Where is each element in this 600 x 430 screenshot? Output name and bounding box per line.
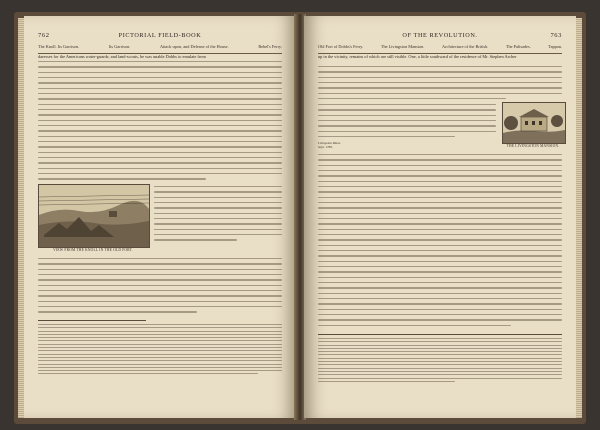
text-line bbox=[318, 165, 562, 166]
text-line bbox=[38, 279, 282, 280]
running-title: PICTORIAL FIELD-BOOK bbox=[118, 32, 202, 39]
text-line bbox=[38, 324, 282, 325]
text-line bbox=[38, 331, 282, 332]
page-edges-right bbox=[576, 18, 582, 418]
text-line bbox=[318, 319, 562, 320]
text-line bbox=[154, 186, 282, 187]
text-line bbox=[318, 131, 496, 132]
text-line bbox=[318, 197, 562, 198]
text-line bbox=[38, 157, 282, 158]
left-first-line: daresses for the Americans water-guards; and land-scouts, he was unable Dobbs to emulate from bbox=[38, 54, 206, 59]
text-line bbox=[38, 88, 282, 89]
text-line bbox=[38, 173, 282, 174]
right-figure-caption: THE LIVINGSTON MANSION. bbox=[506, 144, 560, 148]
text-line bbox=[318, 175, 562, 176]
text-line bbox=[318, 115, 496, 116]
right-page bbox=[304, 16, 576, 418]
right-text-block-main bbox=[318, 154, 562, 330]
text-line bbox=[318, 93, 562, 94]
text-line bbox=[318, 282, 562, 283]
text-line bbox=[318, 325, 511, 326]
left-page-header bbox=[38, 32, 282, 42]
text-line bbox=[38, 354, 282, 355]
right-figure-engraving bbox=[502, 102, 566, 144]
running-title: OF THE REVOLUTION. bbox=[402, 32, 478, 39]
text-line bbox=[38, 93, 282, 94]
text-line bbox=[38, 344, 282, 345]
page-number: 763 bbox=[550, 32, 562, 39]
subheading: Rebel's Ferry. bbox=[258, 44, 282, 49]
subheading: The Knoll. Its Garrison. bbox=[38, 44, 80, 49]
text-line bbox=[318, 223, 562, 224]
subheading: Old Fort of Dobbs's Ferry. bbox=[318, 44, 364, 49]
text-line bbox=[318, 287, 562, 288]
text-line bbox=[318, 87, 562, 88]
text-line bbox=[318, 207, 562, 208]
text-line bbox=[38, 334, 282, 335]
text-line bbox=[318, 229, 562, 230]
subheading: The Livingston Mansion. bbox=[380, 44, 425, 49]
text-line bbox=[38, 274, 282, 275]
text-line bbox=[318, 371, 562, 372]
text-line bbox=[318, 277, 562, 278]
subheading: Attack upon, and Defense of the House. bbox=[159, 44, 229, 49]
text-line bbox=[38, 130, 282, 131]
text-line bbox=[318, 351, 562, 352]
text-line bbox=[318, 104, 496, 105]
text-line bbox=[318, 358, 562, 359]
text-line bbox=[38, 290, 282, 291]
text-line bbox=[318, 66, 562, 67]
text-line bbox=[318, 255, 562, 256]
text-line bbox=[318, 77, 562, 78]
text-line bbox=[154, 218, 282, 219]
text-line bbox=[318, 341, 562, 342]
left-text-block-lower bbox=[38, 258, 282, 317]
text-line bbox=[318, 186, 562, 187]
text-line bbox=[38, 152, 282, 153]
margin-sidenote: Livingston Mans. Sept. 1789. bbox=[318, 141, 341, 149]
text-line bbox=[318, 348, 562, 349]
subheading: The Palisades. bbox=[505, 44, 531, 49]
right-page-header bbox=[318, 32, 562, 42]
footnote-rule bbox=[38, 320, 146, 321]
text-line bbox=[38, 263, 282, 264]
footnote-rule bbox=[318, 334, 562, 335]
text-line bbox=[318, 354, 562, 355]
text-line bbox=[318, 82, 562, 83]
text-line bbox=[318, 213, 562, 214]
text-line bbox=[38, 360, 282, 361]
text-line bbox=[318, 125, 496, 126]
text-line bbox=[318, 191, 562, 192]
text-line bbox=[154, 213, 282, 214]
right-footnotes bbox=[318, 338, 562, 384]
page-number: 762 bbox=[38, 32, 50, 39]
text-line bbox=[38, 61, 282, 62]
text-line bbox=[38, 301, 282, 302]
text-line bbox=[38, 269, 282, 270]
text-line bbox=[318, 345, 562, 346]
subheading: Architecture of the British. bbox=[442, 44, 489, 49]
text-line bbox=[38, 136, 282, 137]
text-line bbox=[38, 258, 282, 259]
left-figure-caption: VIEW FROM THE KNOLL IN THE OLD FORT. bbox=[53, 248, 133, 252]
text-line bbox=[318, 159, 562, 160]
text-line bbox=[38, 77, 282, 78]
subheading: Its Garrison. bbox=[108, 44, 131, 49]
text-line bbox=[318, 381, 455, 382]
text-line bbox=[154, 223, 282, 224]
text-line bbox=[318, 314, 562, 315]
text-line bbox=[318, 368, 562, 369]
text-line bbox=[38, 66, 282, 67]
text-line bbox=[318, 234, 562, 235]
text-line bbox=[38, 373, 258, 374]
text-line bbox=[318, 71, 562, 72]
text-line bbox=[318, 170, 562, 171]
left-page bbox=[24, 16, 296, 418]
text-line bbox=[318, 378, 562, 379]
text-line bbox=[38, 327, 282, 328]
text-line bbox=[318, 239, 562, 240]
left-footnotes bbox=[38, 324, 282, 377]
text-line bbox=[318, 261, 562, 262]
text-line bbox=[318, 120, 496, 121]
text-line bbox=[38, 370, 282, 371]
text-line bbox=[38, 367, 282, 368]
text-line bbox=[154, 229, 282, 230]
text-line bbox=[38, 311, 197, 312]
text-line bbox=[318, 271, 562, 272]
text-line bbox=[318, 338, 562, 339]
text-line bbox=[38, 357, 282, 358]
text-line bbox=[38, 340, 282, 341]
text-line bbox=[38, 178, 206, 179]
text-line bbox=[38, 114, 282, 115]
text-line bbox=[38, 350, 282, 351]
text-line bbox=[38, 162, 282, 163]
text-line bbox=[318, 181, 562, 182]
right-text-block-top bbox=[318, 66, 562, 103]
text-line bbox=[318, 293, 562, 294]
right-text-block-beside-figure bbox=[318, 104, 496, 141]
text-line bbox=[318, 154, 562, 155]
text-line bbox=[38, 120, 282, 121]
subheading: Tappan. bbox=[548, 44, 562, 49]
text-line bbox=[38, 109, 282, 110]
text-line bbox=[318, 266, 562, 267]
text-line bbox=[38, 306, 282, 307]
text-line bbox=[38, 347, 282, 348]
text-line bbox=[38, 141, 282, 142]
text-line bbox=[318, 98, 506, 99]
text-line bbox=[318, 136, 455, 137]
text-line bbox=[38, 72, 282, 73]
text-line bbox=[38, 364, 282, 365]
text-line bbox=[38, 146, 282, 147]
text-line bbox=[38, 125, 282, 126]
right-subheadings bbox=[318, 44, 562, 54]
text-line bbox=[38, 285, 282, 286]
text-line bbox=[38, 337, 282, 338]
text-line bbox=[154, 207, 282, 208]
text-line bbox=[38, 295, 282, 296]
text-line bbox=[318, 298, 562, 299]
left-subheadings bbox=[38, 44, 282, 54]
text-line bbox=[318, 303, 562, 304]
text-line bbox=[318, 218, 562, 219]
left-text-block-top bbox=[38, 61, 282, 184]
text-line bbox=[154, 239, 237, 240]
left-figure-engraving bbox=[38, 184, 150, 248]
text-line bbox=[38, 82, 282, 83]
text-line bbox=[318, 250, 562, 251]
text-line bbox=[318, 364, 562, 365]
text-line bbox=[318, 309, 562, 310]
text-line bbox=[318, 202, 562, 203]
left-text-block-beside-figure bbox=[154, 186, 282, 245]
text-line bbox=[38, 104, 282, 105]
text-line bbox=[154, 234, 282, 235]
text-line bbox=[318, 245, 562, 246]
text-line bbox=[38, 98, 282, 99]
text-line bbox=[318, 361, 562, 362]
text-line bbox=[38, 168, 282, 169]
text-line bbox=[154, 197, 282, 198]
text-line bbox=[318, 374, 562, 375]
text-line bbox=[154, 191, 282, 192]
text-line bbox=[154, 202, 282, 203]
text-line bbox=[318, 109, 496, 110]
right-first-line: up in the vicinity, remains of which are still visible. One, a little southward of the residence of Mr. Stephen Archer bbox=[318, 54, 517, 59]
